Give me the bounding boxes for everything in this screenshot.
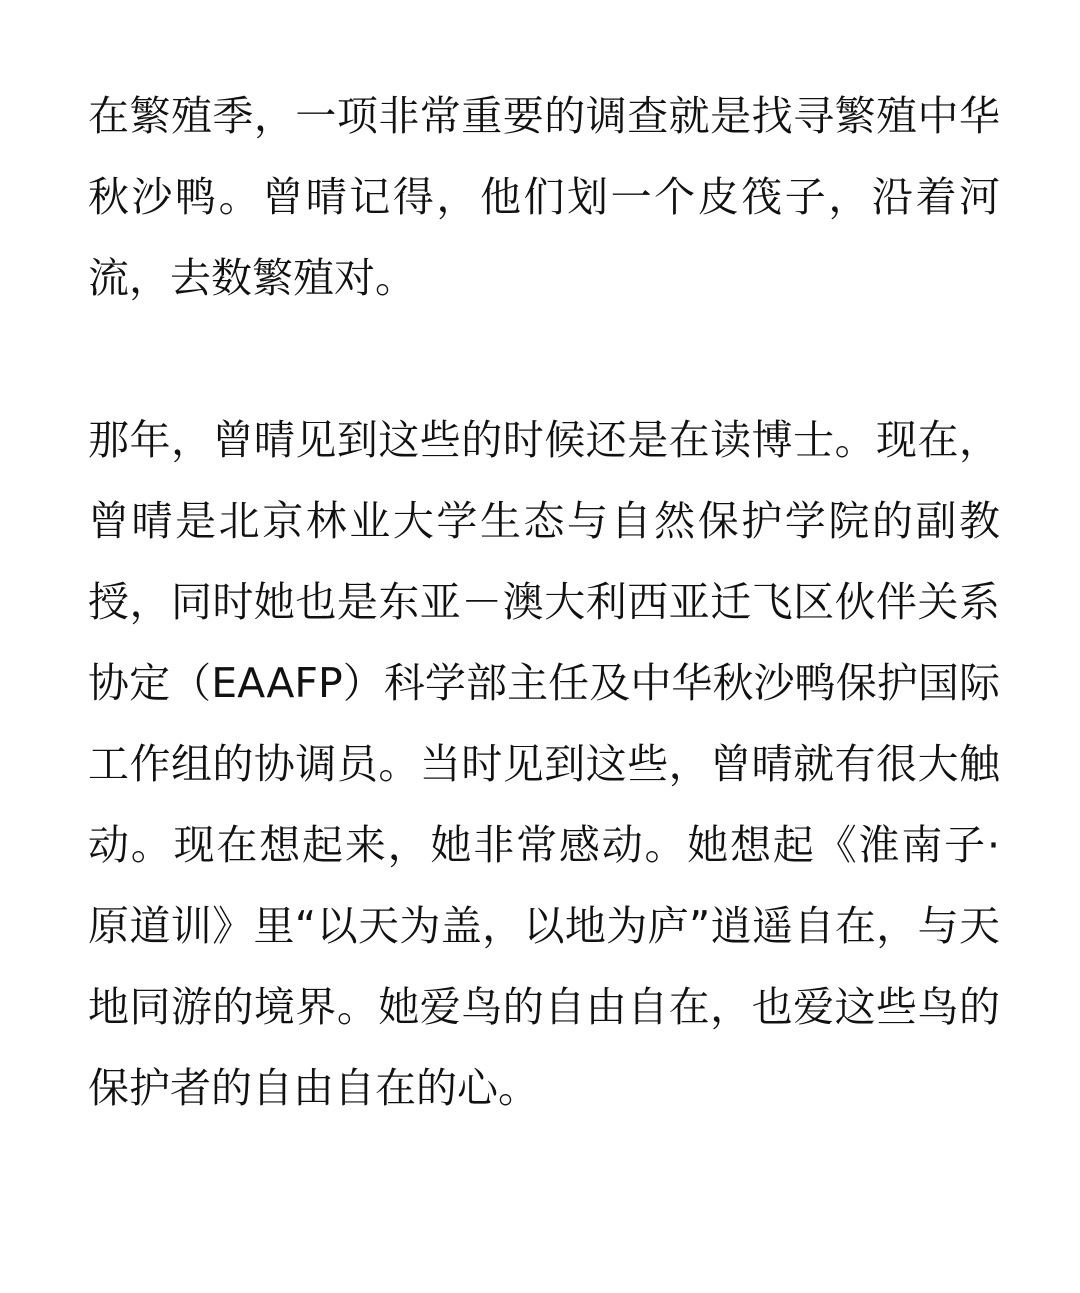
article-body — [88, 76, 1000, 1129]
paragraph-zeng-qing-profile: 那年，曾晴见到这些的时候还是在读博士。现在，曾晴是北京林业大学生态与自然保护学院的副教授，同时她也是东亚－澳大利西亚迁飞区伙伴关系协定（EAAFP）科学部主任及中华秋沙鸭保护国际工作组的协调员。当时见到这些，曾晴就有很大触动。现在想起来，她非常感动。她想起《淮南子·原道训》里“以天为盖，以地为庐”逍遥自在，与天地同游的境界。她爱鸟的自由自在，也爱这些鸟的保护者的自由自在的心。 — [88, 416, 1000, 1112]
paragraph-breeding-survey: 在繁殖季，一项非常重要的调查就是找寻繁殖中华秋沙鸭。曾晴记得，他们划一个皮筏子，沿着河流，去数繁殖对。 — [88, 92, 1000, 302]
